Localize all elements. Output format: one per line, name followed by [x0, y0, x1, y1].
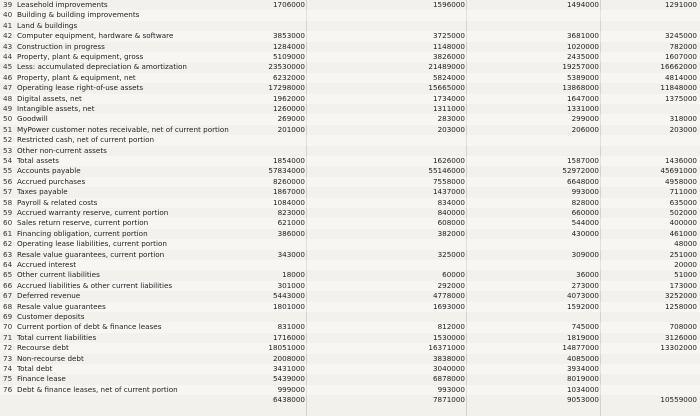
cell-value: [398, 21, 465, 31]
table-row: [0, 135, 700, 145]
table-row: [0, 198, 700, 208]
cell-value: 1607000: [664, 52, 697, 61]
cell-value: 1962000: [272, 93, 305, 103]
cell-value: 3725000: [432, 31, 465, 41]
row-label-text: Other current liabilities: [17, 270, 100, 280]
cell-value: 57834000: [268, 166, 305, 176]
row-number: 67: [3, 291, 13, 301]
row-number: 75: [3, 374, 13, 384]
cell-value: 1819000: [566, 332, 599, 342]
cell-value: [630, 104, 697, 114]
row-number: 68: [3, 301, 13, 311]
cell-value: 1596000: [432, 0, 465, 9]
row-number: 64: [3, 260, 13, 269]
cell-value: 6232000: [272, 72, 305, 82]
row-number: 74: [3, 364, 13, 373]
table-row: [0, 343, 700, 353]
row-number: 65: [3, 270, 13, 280]
cell-value: 36000: [576, 270, 599, 280]
cell-value: 4958000: [664, 176, 697, 186]
table-row: [0, 0, 700, 10]
cell-value: 1375000: [664, 93, 697, 103]
cell-value: [532, 312, 599, 322]
cell-value: 269000: [277, 114, 305, 124]
cell-value: 6878000: [432, 374, 465, 384]
cell-value: 21489000: [428, 62, 465, 72]
row-number: 49: [3, 104, 13, 113]
row-label-text: Restricted cash, net of current portion: [17, 135, 155, 145]
cell-value: 15665000: [428, 83, 465, 93]
cell-value: 502000: [669, 208, 697, 217]
cell-value: 52972000: [562, 166, 599, 176]
row-label-text: Accrued purchases: [17, 176, 86, 186]
row-label-text: Total current liabilities: [17, 332, 97, 342]
cell-value: [630, 135, 697, 145]
row-label-text: Building & building improvements: [17, 10, 140, 20]
cell-value: 18051000: [268, 343, 305, 353]
cell-value: 1311000: [432, 104, 465, 113]
cell-value: 3040000: [432, 364, 465, 373]
cell-value: [238, 312, 305, 322]
cell-value: 9053000: [566, 395, 599, 405]
cell-value: 834000: [437, 197, 465, 207]
table-row: [0, 322, 700, 332]
cell-value: 461000: [669, 228, 697, 238]
row-label-text: Accounts payable: [17, 166, 81, 176]
cell-value: [398, 10, 465, 20]
cell-value: 325000: [437, 249, 465, 259]
table-row: [0, 260, 700, 270]
cell-value: [630, 364, 697, 374]
cell-value: 782000: [669, 41, 697, 51]
table-row: [0, 73, 700, 83]
row-number: 56: [3, 176, 13, 186]
cell-value: 1331000: [566, 104, 599, 113]
cell-value: [630, 354, 697, 364]
cell-value: 1801000: [272, 301, 305, 311]
row-number: 58: [3, 197, 13, 207]
row-number: 41: [3, 20, 13, 30]
table-row: [0, 395, 700, 405]
row-number: 57: [3, 187, 13, 197]
cell-value: 382000: [437, 228, 465, 238]
table-row: [0, 354, 700, 364]
row-number: 54: [3, 156, 13, 165]
row-label-text: Resale value guarantees: [17, 301, 106, 311]
cell-value: 1284000: [272, 41, 305, 51]
cell-value: 1436000: [664, 156, 697, 165]
row-label-text: Financing obligation, current portion: [17, 228, 148, 238]
cell-value: 6438000: [272, 395, 305, 405]
cell-value: [630, 385, 697, 395]
cell-value: 1867000: [272, 187, 305, 197]
cell-value: 711000: [669, 187, 697, 197]
cell-value: 309000: [571, 249, 599, 259]
cell-value: 251000: [669, 249, 697, 259]
row-label-text: Computer equipment, hardware & software: [17, 31, 174, 41]
row-label-text: Recourse debt: [17, 343, 69, 353]
cell-value: 7558000: [432, 176, 465, 186]
row-label-text: Other non-current assets: [17, 145, 107, 155]
cell-value: 2435000: [566, 52, 599, 61]
cell-value: 3126000: [664, 332, 697, 342]
cell-value: 1260000: [272, 104, 305, 113]
row-label-text: Leasehold improvements: [17, 0, 108, 9]
table-row: [0, 250, 700, 260]
cell-value: [630, 10, 697, 20]
cell-value: [532, 135, 599, 145]
row-label-text: Deferred revenue: [17, 291, 81, 301]
cell-value: 7871000: [432, 395, 465, 405]
row-label-text: MyPower customer notes receivable, net of current portion: [17, 124, 229, 134]
cell-value: [532, 146, 599, 156]
cell-value: 828000: [571, 197, 599, 207]
cell-value: 1020000: [566, 41, 599, 51]
cell-value: 5439000: [272, 374, 305, 384]
cell-value: 18000: [282, 270, 305, 280]
cell-value: 201000: [277, 124, 305, 134]
cell-value: 1592000: [566, 301, 599, 311]
row-number: 76: [3, 384, 13, 394]
row-number: 44: [3, 52, 13, 61]
cell-value: 4778000: [432, 291, 465, 301]
cell-value: 386000: [277, 228, 305, 238]
row-label-text: Taxes payable: [17, 187, 68, 197]
row-number: 73: [3, 353, 13, 363]
cell-value: [398, 135, 465, 145]
row-label-text: Debt & finance leases, net of current portion: [17, 384, 178, 394]
table-row: [0, 229, 700, 239]
cell-value: 5443000: [272, 291, 305, 301]
cell-value: 3838000: [432, 353, 465, 363]
table-row: [0, 21, 700, 31]
cell-value: 4814000: [664, 72, 697, 82]
row-label-text: Less: accumulated depreciation & amortization: [17, 62, 187, 72]
cell-value: 708000: [669, 322, 697, 332]
cell-value: 2008000: [272, 353, 305, 363]
cell-value: 1734000: [432, 93, 465, 103]
cell-value: 203000: [437, 124, 465, 134]
cell-value: 1647000: [566, 93, 599, 103]
cell-value: 999000: [277, 384, 305, 394]
cell-value: [532, 260, 599, 270]
row-label-text: Customer deposits: [17, 312, 85, 321]
cell-value: 13868000: [562, 83, 599, 93]
table-row: [0, 291, 700, 301]
table-row: [0, 385, 700, 395]
row-number: 42: [3, 31, 13, 41]
row-number: 61: [3, 228, 13, 238]
cell-value: 823000: [277, 208, 305, 217]
row-number: 62: [3, 239, 13, 249]
cell-value: 3681000: [566, 31, 599, 41]
cell-value: 283000: [437, 114, 465, 124]
cell-value: 1258000: [664, 301, 697, 311]
row-label-text: Accrued warranty reserve, current portion: [17, 208, 169, 217]
row-label-text: Construction in progress: [17, 41, 105, 51]
cell-value: 4073000: [566, 291, 599, 301]
table-row: [0, 187, 700, 197]
cell-value: 993000: [571, 187, 599, 197]
row-label-text: Operating lease liabilities, current portion: [17, 239, 167, 249]
table-row: [0, 218, 700, 228]
cell-value: [630, 21, 697, 31]
row-label-text: Total assets: [17, 156, 59, 165]
cell-value: 1148000: [432, 41, 465, 51]
cell-value: [630, 146, 697, 156]
row-label-text: Resale value guarantees, current portion: [17, 249, 165, 259]
row-label-text: Property, plant & equipment, net: [17, 72, 136, 82]
cell-value: 173000: [669, 280, 697, 290]
cell-value: 11848000: [660, 83, 697, 93]
cell-value: 812000: [437, 322, 465, 332]
row-number: 52: [3, 135, 13, 145]
table-row: [0, 114, 700, 124]
cell-value: 301000: [277, 280, 305, 290]
table-row: [0, 31, 700, 41]
cell-value: 10559000: [660, 395, 697, 405]
row-number: 60: [3, 218, 13, 228]
table-row: [0, 104, 700, 114]
table-row: [0, 374, 700, 384]
cell-value: 400000: [669, 218, 697, 228]
row-label-text: Accrued interest: [17, 260, 77, 269]
row-number: 70: [3, 322, 13, 332]
cell-value: 3252000: [664, 291, 697, 301]
cell-value: 16662000: [660, 62, 697, 72]
cell-value: [238, 21, 305, 31]
cell-value: 6648000: [566, 176, 599, 186]
cell-value: 1084000: [272, 197, 305, 207]
row-number: 48: [3, 93, 13, 103]
cell-value: [398, 260, 465, 270]
table-row: [0, 239, 700, 249]
table-row: [0, 302, 700, 312]
row-number: 39: [3, 0, 13, 9]
table-row: [0, 281, 700, 291]
table-row: [0, 42, 700, 52]
cell-value: 20000: [674, 260, 697, 269]
table-row: [0, 156, 700, 166]
cell-value: 3431000: [272, 364, 305, 373]
cell-value: [238, 146, 305, 156]
row-number: 71: [3, 332, 13, 342]
row-number: 43: [3, 41, 13, 51]
table-row: [0, 83, 700, 93]
cell-value: 51000: [674, 270, 697, 280]
row-label-text: Goodwill: [17, 114, 48, 124]
cell-value: 13302000: [660, 343, 697, 353]
cell-value: 1291000: [664, 0, 697, 9]
cell-value: 1587000: [566, 156, 599, 165]
cell-value: 430000: [571, 228, 599, 238]
cell-value: 544000: [571, 218, 599, 228]
cell-value: 5109000: [272, 52, 305, 61]
table-row: [0, 62, 700, 72]
row-number: 51: [3, 124, 13, 134]
table-row: [0, 94, 700, 104]
cell-value: 23530000: [268, 62, 305, 72]
cell-value: [630, 374, 697, 384]
cell-value: 1706000: [272, 0, 305, 9]
cell-value: 5824000: [432, 72, 465, 82]
cell-value: [630, 312, 697, 322]
row-label-text: Accrued liabilities & other current liabilities: [17, 280, 173, 290]
cell-value: [238, 239, 305, 249]
cell-value: 621000: [277, 218, 305, 228]
cell-value: 19257000: [562, 62, 599, 72]
row-number: 46: [3, 72, 13, 82]
cell-value: [398, 146, 465, 156]
cell-value: 17298000: [268, 83, 305, 93]
cell-value: 5389000: [566, 72, 599, 82]
row-label-text: Non-recourse debt: [17, 353, 84, 363]
row-number: 50: [3, 114, 13, 124]
cell-value: 993000: [437, 384, 465, 394]
cell-value: 840000: [437, 208, 465, 217]
cell-value: [398, 312, 465, 322]
cell-value: 3826000: [432, 52, 465, 61]
cell-value: 45691000: [660, 166, 697, 176]
row-label-text: Land & buildings: [17, 20, 78, 30]
row-label-text: Digital assets, net: [17, 93, 82, 103]
cell-value: 1437000: [432, 187, 465, 197]
row-label-text: Payroll & related costs: [17, 197, 98, 207]
cell-value: 1693000: [432, 301, 465, 311]
cell-value: 299000: [571, 114, 599, 124]
cell-value: 273000: [571, 280, 599, 290]
table-row: [0, 146, 700, 156]
table-row: [0, 166, 700, 176]
row-number: 53: [3, 145, 13, 155]
table-row: [0, 364, 700, 374]
cell-value: [398, 239, 465, 249]
cell-value: 203000: [669, 124, 697, 134]
cell-value: 8019000: [566, 374, 599, 384]
cell-value: 3245000: [664, 31, 697, 41]
cell-value: [532, 21, 599, 31]
cell-value: [532, 10, 599, 20]
cell-value: 3853000: [272, 31, 305, 41]
cell-value: 745000: [571, 322, 599, 332]
table-row: [0, 125, 700, 135]
cell-value: 8260000: [272, 176, 305, 186]
cell-value: 3934000: [566, 364, 599, 373]
cell-value: 635000: [669, 197, 697, 207]
row-label-text: Property, plant & equipment, gross: [17, 52, 144, 61]
table-row: [0, 312, 700, 322]
cell-value: 343000: [277, 249, 305, 259]
table-row: [0, 333, 700, 343]
row-number: 69: [3, 312, 13, 321]
table-row: [0, 208, 700, 218]
cell-value: 318000: [669, 114, 697, 124]
cell-value: 1530000: [432, 332, 465, 342]
cell-value: 660000: [571, 208, 599, 217]
row-number: 59: [3, 208, 13, 217]
row-label-text: Operating lease right-of-use assets: [17, 83, 144, 93]
cell-value: 16371000: [428, 343, 465, 353]
cell-value: 1716000: [272, 332, 305, 342]
row-number: 47: [3, 83, 13, 93]
cell-value: 292000: [437, 280, 465, 290]
row-label-text: Finance lease: [17, 374, 66, 384]
table-row: [0, 177, 700, 187]
row-number: 72: [3, 343, 13, 353]
cell-value: [532, 239, 599, 249]
table-row: [0, 270, 700, 280]
table-row: [0, 52, 700, 62]
cell-value: 1626000: [432, 156, 465, 165]
cell-value: 608000: [437, 218, 465, 228]
cell-value: [238, 260, 305, 270]
cell-value: [238, 135, 305, 145]
cell-value: 48000: [674, 239, 697, 249]
row-number: 45: [3, 62, 13, 72]
row-label-text: Intangible assets, net: [17, 104, 95, 113]
cell-value: 206000: [571, 124, 599, 134]
row-label-text: Current portion of debt & finance leases: [17, 322, 162, 332]
cell-value: 1854000: [272, 156, 305, 165]
cell-value: 831000: [277, 322, 305, 332]
cell-value: 1494000: [566, 0, 599, 9]
cell-value: [238, 10, 305, 20]
table-row: [0, 10, 700, 20]
row-label-text: Sales return reserve, current portion: [17, 218, 149, 228]
row-number: 40: [3, 10, 13, 20]
cell-value: 14877000: [562, 343, 599, 353]
cell-value: 4085000: [566, 353, 599, 363]
cell-value: 60000: [442, 270, 465, 280]
row-label-text: Total debt: [17, 364, 53, 373]
row-number: 66: [3, 280, 13, 290]
row-number: 63: [3, 249, 13, 259]
cell-value: 55146000: [428, 166, 465, 176]
cell-value: 1034000: [566, 384, 599, 394]
row-number: 55: [3, 166, 13, 176]
